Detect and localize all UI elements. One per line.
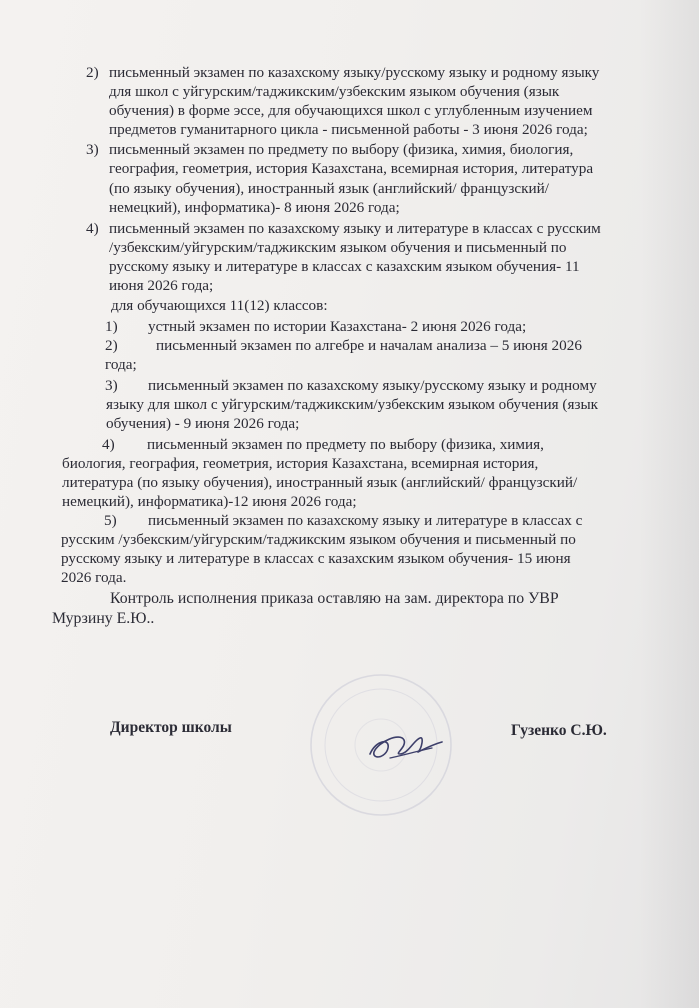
item-number: 1): [105, 318, 118, 335]
item-line: обучения) в форме эссе, для обучающихся школ с углубленным изучением: [109, 102, 593, 119]
item-line: 2026 года.: [61, 569, 127, 586]
item-line: письменный экзамен по казахскому языку/русскому языку и родному: [148, 377, 597, 394]
item-line: предметов гуманитарного цикла - письменной работы - 3 июня 2026 года;: [109, 121, 588, 138]
item-number: 2): [105, 337, 118, 354]
section-intro: для обучающихся 11(12) классов:: [111, 297, 328, 314]
item-number: 4): [86, 220, 99, 237]
item-line: биология, география, геометрия, история Казахстана, всемирная история,: [62, 455, 539, 472]
item-line: обучения) - 9 июня 2026 года;: [106, 415, 300, 432]
item-line: русскому языку и литературе в классах с казахским языком обучения- 15 июня: [61, 550, 571, 567]
item-line: русскому языку и литературе в классах с казахским языком обучения- 11: [109, 258, 580, 275]
item-line: литература (по языку обучения), иностранный язык (английский/ французский/: [62, 474, 578, 491]
item-number: 4): [102, 436, 115, 453]
director-signature: [360, 718, 450, 768]
item-line: письменный экзамен по казахскому языку и литературе в классах с: [148, 512, 583, 529]
director-name: Гузенко С.Ю.: [511, 722, 607, 739]
director-title: Директор школы: [110, 719, 232, 736]
page-shadow: [639, 0, 699, 1008]
item-line: (по языку обучения), иностранный язык (английский/ французский/: [109, 180, 550, 197]
item-line: письменный экзамен по казахскому языку и литературе в классах с русским: [109, 220, 601, 237]
item-line: русским /узбекским/уйгурским/таджикским языком обучения и письменный по: [61, 531, 576, 548]
item-line: письменный экзамен по казахскому языку/русскому языку и родному языку: [109, 64, 600, 81]
paragraph-line: Контроль исполнения приказа оставляю на зам. директора по УВР: [110, 590, 559, 607]
item-line: письменный экзамен по предмету по выбору (физика, химия, биология,: [109, 141, 574, 158]
item-line: немецкий), информатика)- 8 июня 2026 года;: [109, 199, 400, 216]
item-number: 3): [86, 141, 99, 158]
item-number: 3): [105, 377, 118, 394]
item-line: /узбекским/уйгурским/таджикским языком обучения и письменный по: [109, 239, 567, 256]
item-number: 2): [86, 64, 99, 81]
item-line: языку для школ с уйгурским/таджикским/узбекским языком обучения (язык: [106, 396, 599, 413]
item-line: письменный экзамен по алгебре и началам анализа – 5 июня 2026: [156, 337, 582, 354]
item-line: география, геометрия, история Казахстана, всемирная история, литература: [109, 160, 594, 177]
item-number: 5): [104, 512, 117, 529]
paragraph-line: Мурзину Е.Ю..: [52, 610, 155, 627]
item-line: письменный экзамен по предмету по выбору (физика, химия,: [147, 436, 544, 453]
item-line: года;: [105, 356, 137, 373]
item-line: для школ с уйгурским/таджикским/узбекским языком обучения (язык: [109, 83, 560, 100]
item-line: июня 2026 года;: [109, 277, 214, 294]
item-line: устный экзамен по истории Казахстана- 2 июня 2026 года;: [148, 318, 527, 335]
item-line: немецкий), информатика)-12 июня 2026 года;: [62, 493, 357, 510]
